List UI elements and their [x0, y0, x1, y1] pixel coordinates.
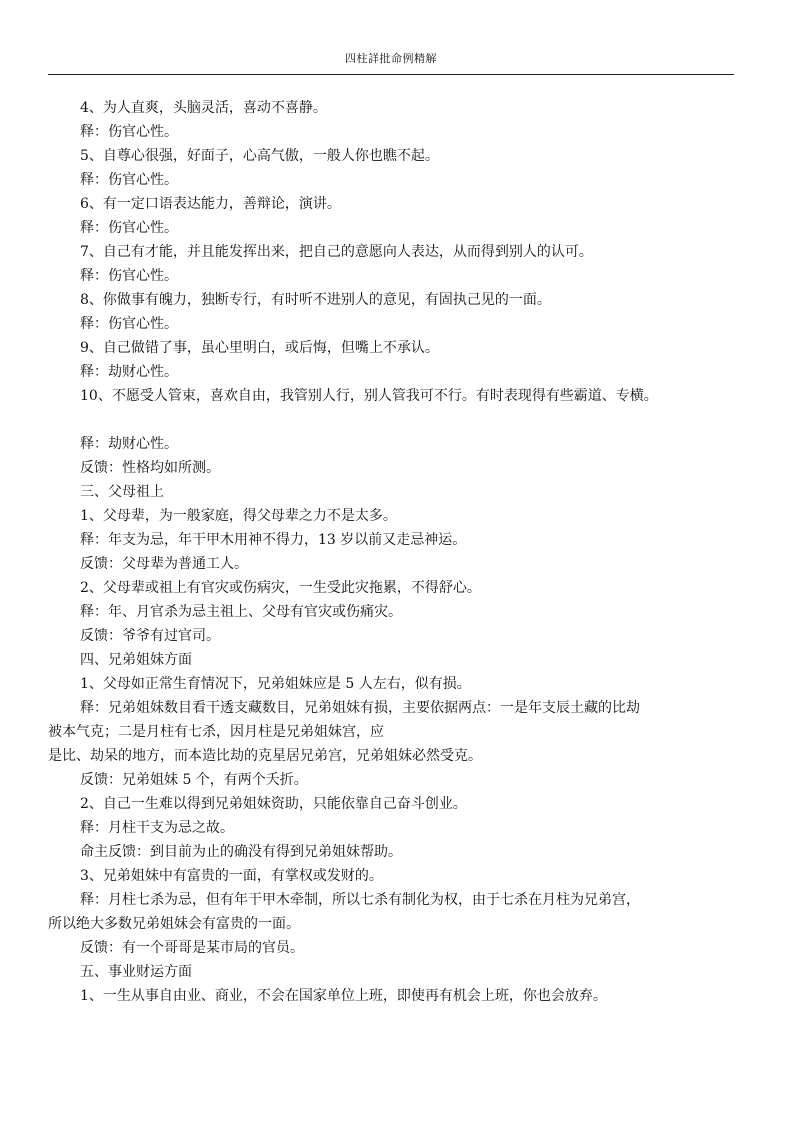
- paragraph-line: 释：年支为忌，年干甲木用神不得力，13 岁以前又走忌神运。: [80, 532, 467, 548]
- paragraph-line: 9、自己做错了事，虽心里明白，或后悔，但嘴上不承认。: [80, 340, 439, 356]
- page-header: [48, 54, 734, 75]
- paragraph-line: 反馈：兄弟姐妹 5 个，有两个夭折。: [80, 772, 308, 788]
- paragraph-line: 反馈：父母辈为普通工人。: [80, 556, 248, 572]
- paragraph-line: 释：月柱干支为忌之故。: [80, 820, 234, 836]
- paragraph-line: 6、有一定口语表达能力，善辩论，演讲。: [80, 196, 341, 212]
- paragraph-line: 释：年、月官杀为忌主祖上、父母有官灾或伤痛灾。: [80, 604, 402, 620]
- paragraph-line: 4、为人直爽，头脑灵活，喜动不喜静。: [80, 100, 327, 116]
- paragraph-line: 释：伤官心性。: [80, 172, 178, 188]
- paragraph-line: 1、一生从事自由业、商业，不会在国家单位上班，即使再有机会上班，你也会放弃。: [80, 988, 607, 1004]
- paragraph-line: 释：伤官心性。: [80, 316, 178, 332]
- paragraph-line: 10、不愿受人管束，喜欢自由，我管别人行，别人管我可不行。有时表现得有些霸道、专横。: [80, 388, 658, 404]
- paragraph-line: 释：劫财心性。: [80, 364, 178, 380]
- paragraph-line: 是比、劫呆的地方，而本造比劫的克星居兄弟宫，兄弟姐妹必然受克。: [48, 748, 482, 764]
- paragraph-line: 1、父母如正常生育情况下，兄弟姐妹应是 5 人左右，似有损。: [80, 676, 471, 692]
- paragraph-line: 反馈：性格均如所测。: [80, 460, 220, 476]
- paragraph-line: 8、你做事有魄力，独断专行，有时听不进别人的意见，有固执己见的一面。: [80, 292, 551, 308]
- section-heading: 五、事业财运方面: [80, 964, 192, 980]
- paragraph-line: 释：伤官心性。: [80, 124, 178, 140]
- paragraph-line: 命主反馈：到目前为止的确没有得到兄弟姐妹帮助。: [80, 844, 402, 860]
- paragraph-line: 所以绝大多数兄弟姐妹会有富贵的一面。: [48, 916, 300, 932]
- paragraph-line: 2、父母辈或祖上有官灾或伤病灾，一生受此灾拖累，不得舒心。: [80, 580, 481, 596]
- blank-line: [48, 408, 738, 432]
- document-body: [48, 96, 738, 1008]
- paragraph-line: 反馈：爷爷有过官司。: [80, 628, 220, 644]
- section-heading: 四、兄弟姐妹方面: [80, 652, 192, 668]
- paragraph-line: 5、自尊心很强，好面子，心高气傲，一般人你也瞧不起。: [80, 148, 439, 164]
- paragraph-line: 释：月柱七杀为忌，但有年干甲木牵制，所以七杀有制化为权，由于七杀在月柱为兄弟宫，: [80, 892, 640, 908]
- paragraph-line: 释：伤官心性。: [80, 220, 178, 236]
- paragraph-line: 释：兄弟姐妹数目看干透支藏数目，兄弟姐妹有损，主要依据两点：一是年支辰土藏的比劫: [80, 700, 640, 716]
- paragraph-line: 释：劫财心性。: [80, 436, 178, 452]
- paragraph-line: 7、自己有才能，并且能发挥出来，把自己的意愿向人表达，从而得到别人的认可。: [80, 244, 593, 260]
- paragraph-line: 3、兄弟姐妹中有富贵的一面，有掌权或发财的。: [80, 868, 383, 884]
- paragraph-line: 释：伤官心性。: [80, 268, 178, 284]
- paragraph-line: 2、自己一生难以得到兄弟姐妹资助，只能依靠自己奋斗创业。: [80, 796, 467, 812]
- paragraph-line: 1、父母辈，为一般家庭，得父母辈之力不是太多。: [80, 508, 397, 524]
- paragraph-line: 反馈：有一个哥哥是某市局的官员。: [80, 940, 304, 956]
- section-heading: 三、父母祖上: [80, 484, 164, 500]
- header-title: 四柱詳批命例精解: [345, 52, 437, 65]
- paragraph-line: 被本气克；二是月柱有七杀，因月柱是兄弟姐妹宫，应: [48, 724, 384, 740]
